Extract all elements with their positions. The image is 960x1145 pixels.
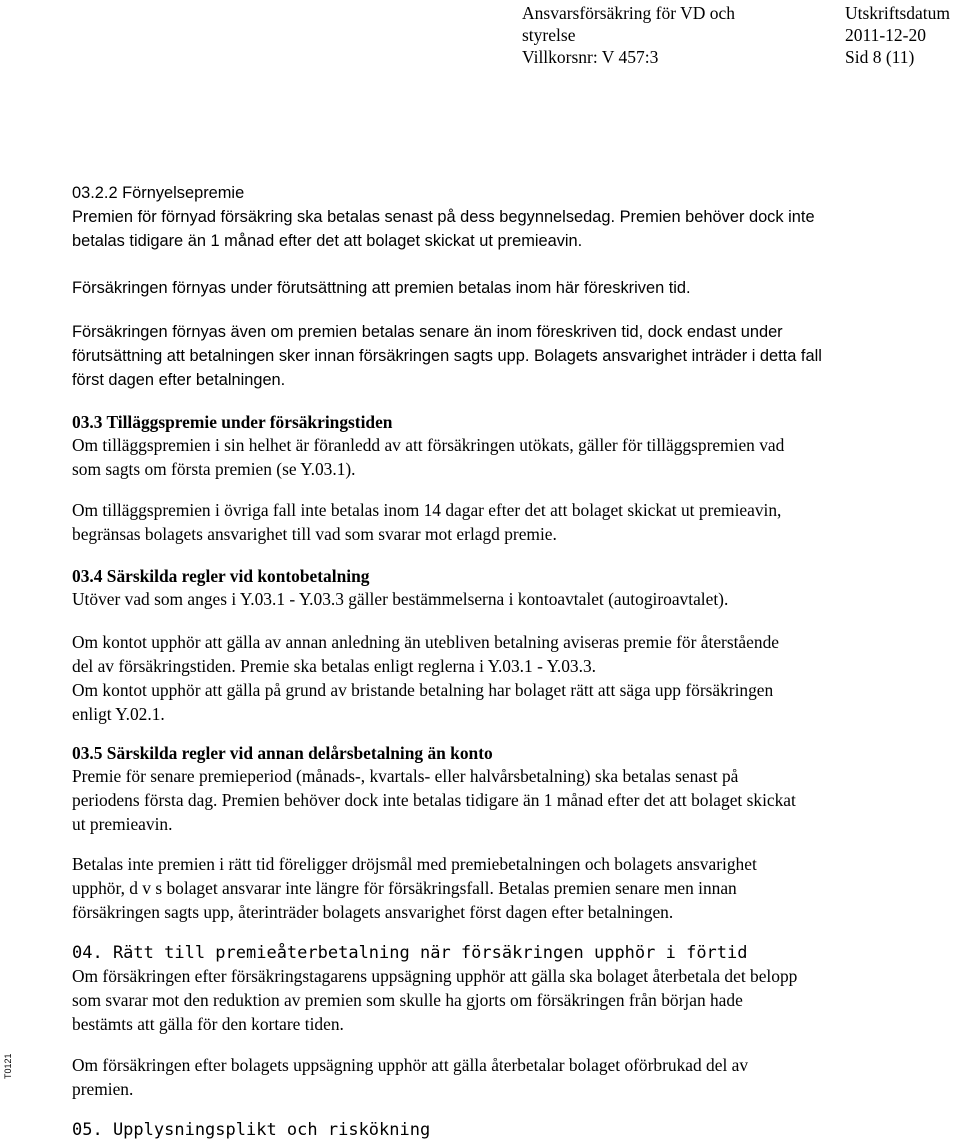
document-header-right	[845, 2, 950, 68]
header-title-line2: styrelse	[522, 25, 576, 45]
paragraph-03-2-2-b	[72, 276, 892, 300]
paragraph-line: betalas tidigare än 1 månad efter det att bolaget skickat ut premieavin.	[72, 232, 583, 250]
paragraph-line: Utöver vad som anges i Y.03.1 - Y.03.3 gäller bestämmelserna i kontoavtalet (autogiroavtalet).	[72, 589, 729, 609]
heading-03-3	[72, 410, 892, 434]
paragraph-line: premien.	[72, 1079, 134, 1099]
page-number: Sid 8 (11)	[845, 47, 915, 67]
paragraph-04-b	[72, 1053, 892, 1101]
paragraph-line: först dagen efter betalningen.	[72, 371, 286, 389]
section-heading: 04. Rätt till premieåterbetalning när försäkringen upphör i förtid	[72, 943, 748, 963]
paragraph-03-3-a	[72, 433, 892, 481]
paragraph-line: Om tilläggspremien i övriga fall inte betalas inom 14 dagar efter det att bolaget skickat ut premieavin,	[72, 500, 782, 520]
section-heading: 05. Upplysningsplikt och riskökning	[72, 1120, 431, 1140]
paragraph-line: Betalas inte premien i rätt tid föreligger dröjsmål med premiebetalningen och bolagets ansvarighet	[72, 854, 757, 874]
paragraph-03-3-b	[72, 498, 892, 546]
form-code: T0121	[3, 1053, 13, 1079]
print-date-value: 2011-12-20	[845, 25, 927, 45]
heading-04	[72, 941, 892, 965]
paragraph-line: Premien för förnyad försäkring ska betalas senast på dess begynnelsedag. Premien behöver dock inte	[72, 208, 815, 226]
section-heading: 03.5 Särskilda regler vid annan delårsbetalning än konto	[72, 743, 493, 763]
heading-05	[72, 1118, 892, 1142]
paragraph-line: bestämts att gälla för den kortare tiden.	[72, 1014, 344, 1034]
heading-03-5	[72, 741, 892, 765]
paragraph-line: Försäkringen förnyas även om premien betalas senare än inom föreskriven tid, dock endast under	[72, 323, 783, 341]
paragraph-03-4-b	[72, 630, 892, 726]
document-header-left	[522, 2, 735, 68]
paragraph-line: upphör, d v s bolaget ansvarar inte längre för försäkringsfall. Betalas premien senare men innan	[72, 878, 737, 898]
paragraph-line: Om kontot upphör att gälla på grund av bristande betalning har bolaget rätt att säga upp försäkringen	[72, 680, 774, 700]
paragraph-line: Om försäkringen efter försäkringstagarens uppsägning upphör att gälla ska bolaget återbetala det belopp	[72, 966, 798, 986]
paragraph-03-5-b	[72, 852, 892, 924]
paragraph-line: som svarar mot den reduktion av premien som skulle ha gjorts om försäkringen från början hade	[72, 990, 743, 1010]
paragraph-line: begränsas bolagets ansvarighet till vad som svarar mot erlagd premie.	[72, 524, 557, 544]
paragraph-04-a	[72, 964, 892, 1036]
header-title-line1: Ansvarsförsäkring för VD och	[522, 3, 736, 23]
paragraph-03-4-a	[72, 587, 892, 611]
paragraph-line: Premie för senare premieperiod (månads-, kvartals- eller halvårsbetalning) ska betalas senast på	[72, 766, 739, 786]
paragraph-line: försäkringen sagts upp, återinträder bolagets ansvarighet först dagen efter betalningen.	[72, 902, 674, 922]
paragraph-03-2-2-c	[72, 320, 892, 392]
paragraph-line: Om kontot upphör att gälla av annan anledning än utebliven betalning aviseras premie för återstående	[72, 632, 779, 652]
paragraph-line: del av försäkringstiden. Premie ska betalas enligt reglerna i Y.03.1 - Y.03.3.	[72, 656, 597, 676]
print-date-label: Utskriftsdatum	[845, 3, 950, 23]
paragraph-line: Om tilläggspremien i sin helhet är föranledd av att försäkringen utökats, gäller för tilläggspremien vad	[72, 435, 785, 455]
paragraph-line: som sagts om första premien (se Y.03.1).	[72, 459, 356, 479]
paragraph-line: Försäkringen förnyas under förutsättning att premien betalas inom här föreskriven tid.	[72, 279, 691, 297]
header-condition-number: Villkorsnr: V 457:3	[522, 47, 659, 67]
paragraph-line: periodens första dag. Premien behöver dock inte betalas tidigare än 1 månad efter det att bolaget skickat	[72, 790, 796, 810]
paragraph-line: förutsättning att betalningen sker innan försäkringen sagts upp. Bolagets ansvarighet inträder i detta fall	[72, 347, 822, 365]
heading-03-4	[72, 564, 892, 588]
section-heading: 03.4 Särskilda regler vid kontobetalning	[72, 566, 370, 586]
paragraph-03-5-a	[72, 764, 892, 836]
paragraph-line: ut premieavin.	[72, 814, 173, 834]
paragraph-line: Om försäkringen efter bolagets uppsägning upphör att gälla återbetalar bolaget oförbrukad del av	[72, 1055, 749, 1075]
paragraph-line: enligt Y.02.1.	[72, 704, 165, 724]
section-heading: 03.3 Tilläggspremie under försäkringstiden	[72, 412, 393, 432]
heading-03-2-2	[72, 181, 892, 205]
paragraph-03-2-2-a	[72, 205, 892, 253]
section-heading: 03.2.2 Förnyelsepremie	[72, 184, 245, 202]
